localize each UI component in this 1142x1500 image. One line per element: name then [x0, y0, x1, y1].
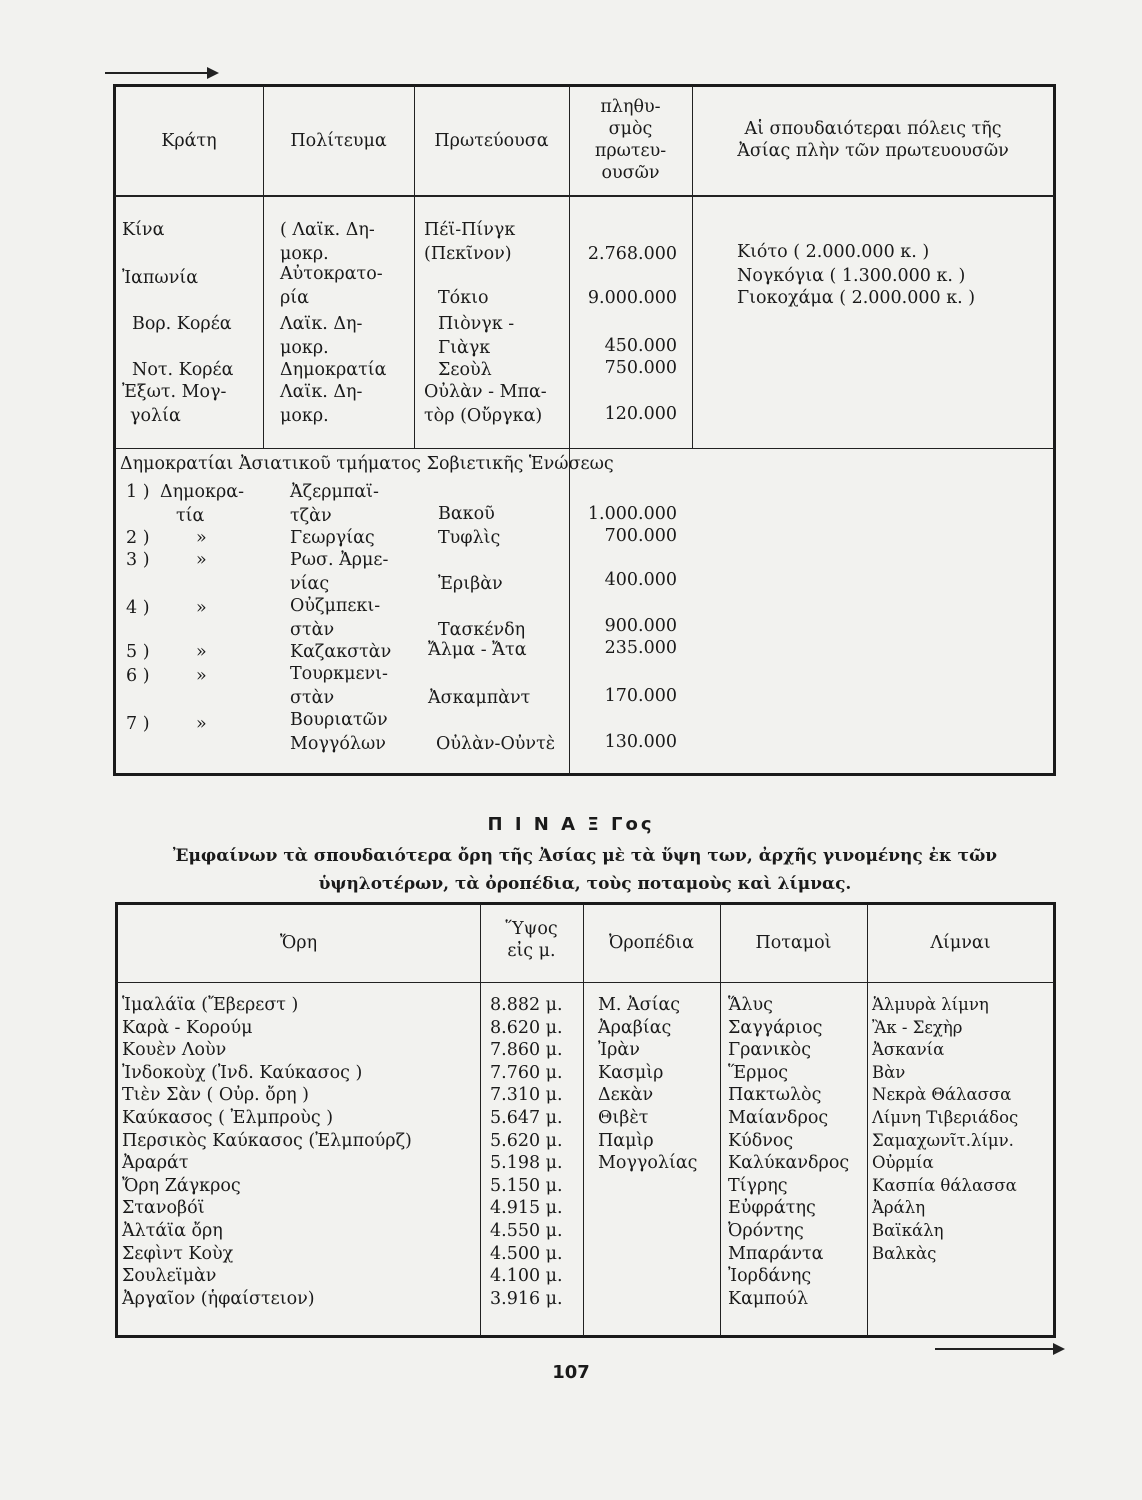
soviet-label: Δημοκρα- τία [160, 482, 244, 526]
list-item: Τιὲν Σὰν ( Οὐρ. ὄρη ) [122, 1085, 310, 1106]
soviet-capital: Ἄλμα - Ἄτα [428, 640, 527, 660]
list-item: Καμπούλ [728, 1288, 809, 1309]
soviet-no: 4 ) [126, 598, 150, 618]
header-cities: Αἱ σπουδαιότεραι πόλεις τῆς Ἀσίας πλὴν τῶν πρωτευουσῶν [737, 119, 1009, 161]
header-plateaus: Ὀροπέδια [609, 933, 694, 953]
row-population: 750.000 [604, 358, 677, 378]
row-capital: Πέϊ-Πίνγκ (Πεκῖνον) [424, 220, 516, 264]
list-item: Ἀραράτ [122, 1153, 189, 1174]
list-item: 5.620 μ. [490, 1130, 563, 1151]
list-item: Ὀρόντης [728, 1220, 804, 1241]
list-item: Καλύκανδρος [728, 1153, 850, 1174]
list-item: 7.760 μ. [490, 1062, 563, 1083]
list-item: Περσικὸς Καύκασος (Ἐλμπούρζ) [122, 1130, 412, 1151]
list-item: Ὄρη Ζάγκρος [122, 1175, 241, 1196]
page-number: 107 [552, 1362, 590, 1383]
list-item: Στανοβόϊ [122, 1198, 205, 1219]
row-population: 9.000.000 [587, 288, 677, 308]
soviet-population: 400.000 [604, 570, 677, 590]
soviet-name: Ρωσ. Ἀρμε- νίας [290, 550, 389, 594]
list-item: Σεφὶντ Κοὺχ [122, 1243, 234, 1264]
header-capital: Πρωτεύουσα [434, 131, 549, 151]
list-item: Ἀράλη [872, 1198, 926, 1218]
header-lakes: Λίμναι [930, 933, 991, 953]
soviet-no: 7 ) [126, 714, 150, 734]
soviet-label: » [196, 714, 207, 734]
soviet-capital: Ἀσκαμπὰντ [428, 688, 531, 708]
list-item: Βαλκὰς [872, 1243, 937, 1263]
row-state: Ἐξωτ. Μογ- γολία [122, 382, 227, 426]
list-item: Μπαράντα [728, 1243, 824, 1264]
list-item: Ἂκ - Σεχὴρ [872, 1017, 963, 1037]
list-item: Σαγγάριος [728, 1017, 823, 1038]
list-item: Εὐφράτης [728, 1198, 816, 1219]
soviet-population: 235.000 [604, 638, 677, 658]
row-regime: Λαϊκ. Δη- μοκρ. [280, 382, 363, 426]
plateau-list [598, 994, 697, 1175]
list-item: Μογγολίας [598, 1153, 698, 1174]
list-item: Ἁλμυρὰ λίμνη [872, 995, 989, 1014]
list-item: 4.100 μ. [490, 1266, 563, 1287]
list-item: 3.916 μ. [490, 1288, 563, 1309]
list-item: 5.647 μ. [490, 1107, 563, 1128]
soviet-name: Οὐζμπεκι- στὰν [290, 596, 381, 640]
soviet-no: 6 ) [126, 666, 150, 686]
row-regime: ( Λαϊκ. Δη- μοκρ. [280, 220, 375, 264]
soviet-name: Βουριατῶν Μογγόλων [290, 710, 388, 754]
list-item: Σουλεϊμὰν [122, 1266, 217, 1287]
header-height: Ὕψος εἰς μ. [505, 919, 558, 961]
row-capital: Πιὸνγκ - Γιὰγκ [438, 314, 515, 358]
soviet-population: 170.000 [604, 686, 677, 706]
soviet-name: Ἀζερμπαϊ- τζὰν [290, 482, 379, 526]
soviet-label: » [196, 642, 207, 662]
list-item: Ἱμαλάϊα (Ἔβερεστ ) [122, 995, 299, 1015]
list-item: Ἰνδοκοὺχ (Ἰνδ. Καύκασος ) [122, 1062, 363, 1083]
soviet-no: 1 ) [126, 482, 150, 502]
city-item: Κιότο ( 2.000.000 κ. ) [737, 242, 930, 262]
soviet-label: » [196, 550, 207, 570]
list-item: Παμὶρ [598, 1130, 654, 1151]
list-item: 7.310 μ. [490, 1085, 563, 1106]
lake-list [872, 994, 1018, 1265]
row-state: Ἰαπωνία [122, 268, 199, 288]
list-item: 4.500 μ. [490, 1243, 563, 1264]
list-item: Γρανικὸς [728, 1040, 812, 1061]
list-item: Πακτωλὸς [728, 1085, 822, 1106]
soviet-capital: Βακοῦ [438, 504, 495, 524]
soviet-no: 3 ) [126, 550, 150, 570]
row-capital: Οὐλὰν - Μπα- τὸρ (Οὔργκα) [424, 382, 547, 426]
header-rivers: Ποταμοὶ [755, 933, 832, 953]
list-item: Βὰν [872, 1062, 906, 1082]
row-population: 2.768.000 [587, 244, 677, 264]
list-item: Ἀραβίας [598, 1017, 672, 1038]
list-item: Καρὰ - Κορούμ [122, 1017, 253, 1038]
row-capital: Σεοὺλ [438, 360, 492, 380]
row-regime: Λαϊκ. Δη- μοκρ. [280, 314, 363, 358]
soviet-label: » [196, 666, 207, 686]
list-item: Ἕρμος [728, 1062, 789, 1083]
list-item: 7.860 μ. [490, 1040, 563, 1061]
soviet-capital: Οὐλὰν-Οὐντὲ [436, 734, 556, 754]
soviet-population: 130.000 [604, 732, 677, 752]
soviet-capital: Ἐριβὰν [438, 574, 503, 594]
list-item: Θιβὲτ [598, 1107, 649, 1128]
row-state: Νοτ. Κορέα [132, 360, 234, 380]
row-regime: Δημοκρατία [280, 360, 387, 380]
soviet-no: 5 ) [126, 642, 150, 662]
height-list [490, 994, 563, 1310]
list-item: Ἅλυς [728, 995, 773, 1015]
row-state: Βορ. Κορέα [132, 314, 232, 334]
header-mountains: Ὄρη [279, 933, 318, 953]
list-item: Νεκρὰ Θάλασσα [872, 1085, 1012, 1105]
list-item: Ἀλτάϊα ὄρη [122, 1220, 223, 1241]
list-item: Σαμαχωνῖτ.λίμν. [872, 1130, 1014, 1150]
list-item: Λίμνη Τιβεριάδος [872, 1107, 1019, 1127]
soviet-name: Γεωργίας [290, 528, 375, 548]
list-item: 5.150 μ. [490, 1175, 563, 1196]
soviet-header: Δημοκρατίαι Ἀσιατικοῦ τμήματος Σοβιετικῆς Ἑνώσεως [120, 454, 614, 474]
list-item: Κουὲν Λοὺν [122, 1040, 227, 1061]
list-item: 4.550 μ. [490, 1220, 563, 1241]
soviet-population: 700.000 [604, 526, 677, 546]
row-regime: Αὐτοκρατο- ρία [280, 264, 383, 308]
river-list [728, 994, 849, 1310]
list-item: 5.198 μ. [490, 1153, 563, 1174]
soviet-no: 2 ) [126, 528, 150, 548]
list-item: Τίγρης [728, 1175, 788, 1196]
soviet-capital: Τασκένδη [438, 620, 526, 640]
table2-subtitle: Ἐμφαίνων τὰ σπουδαιότερα ὄρη τῆς Ἀσίας μὲ τὰ ὕψη των, ἀρχῆς γινομένης ἐκ τῶν ὑψηλοτέρων, τὰ ὀροπέδια, τοὺς ποταμοὺς καὶ λίμνας. [172, 846, 998, 894]
soviet-name: Τουρκμενι- στὰν [290, 664, 388, 708]
header-states: Κράτη [161, 131, 217, 151]
arrow-bottom-right [935, 1348, 1063, 1350]
list-item: Δεκὰν [598, 1085, 654, 1106]
row-capital: Τόκιο [438, 288, 489, 308]
list-item: 4.915 μ. [490, 1198, 563, 1219]
row-population: 120.000 [604, 404, 677, 424]
list-item: 8.620 μ. [490, 1017, 563, 1038]
table2-title: Π Ι Ν Α Ξ Γος [487, 814, 655, 835]
row-state: Κίνα [122, 220, 165, 240]
list-item: Κασπία θάλασσα [872, 1175, 1017, 1195]
soviet-capital: Τυφλὶς [438, 528, 501, 548]
city-item: Νογκόγια ( 1.300.000 κ. ) [737, 266, 966, 286]
soviet-population: 900.000 [604, 616, 677, 636]
mountain-list [122, 994, 412, 1310]
list-item: Μαίανδρος [728, 1107, 829, 1128]
list-item: Οὐρμία [872, 1153, 934, 1173]
soviet-label: » [196, 528, 207, 548]
list-item: Κύδνος [728, 1130, 794, 1151]
list-item: Ἀσκανία [872, 1040, 945, 1060]
table-asian-states [113, 84, 1056, 776]
list-item: Καύκασος ( Ἐλμπροὺς ) [122, 1107, 334, 1128]
list-item: Βαϊκάλη [872, 1220, 944, 1240]
list-item: Ἰορδάνης [728, 1266, 812, 1287]
arrow-top-left [105, 72, 217, 74]
city-item: Γιοκοχάμα ( 2.000.000 κ. ) [737, 288, 976, 308]
list-item: 8.882 μ. [490, 995, 563, 1015]
soviet-label: » [196, 598, 207, 618]
soviet-population: 1.000.000 [587, 504, 677, 524]
list-item: Ἰρὰν [598, 1040, 640, 1061]
list-item: Μ. Ἀσίας [598, 995, 681, 1015]
header-regime: Πολίτευμα [290, 131, 387, 151]
soviet-name: Καζακστὰν [290, 642, 392, 662]
row-population: 450.000 [604, 336, 677, 356]
list-item: Κασμὶρ [598, 1062, 664, 1083]
list-item: Ἀργαῖον (ἡφαίστειον) [122, 1288, 315, 1309]
header-population: πληθυ- σμὸς πρωτευ- ουσῶν [594, 97, 667, 183]
